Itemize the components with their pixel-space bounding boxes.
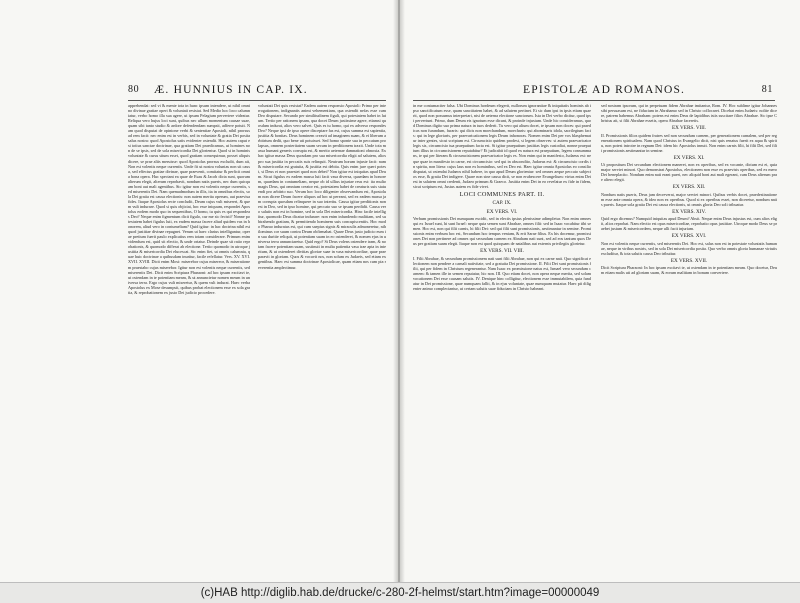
- body-text: Nondum natis pueris, Deus jam decreverat, major serviet minori. Quibus verbis docet, praedestinationem esse ante omnia opera, & ideo non ex operibus. Quod si ex operibus esset, non diceretur, nondum natis pueris. Itaque sola gratia Dei est causa electionis, ut omnis gloria Deo soli tribuatur.: [601, 191, 777, 207]
- verse-heading: EX VERS. XII.: [672, 184, 706, 191]
- verse-heading: EX VERS. VII. VIII.: [480, 248, 524, 255]
- body-text: Dicit Scriptura Pharaoni: In hoc ipsum excitavi te, ut ostendam in te potentiam meam. Quo docetur, Deum etiam malis uti ad gloriam suam, & eorum malitiam in bonum convertere.: [601, 265, 777, 276]
- left-column-a: apprehendat: sed vi & mente tota in hunc ipsum intendere, ut nihil omnino divinae gratiae operi & voluntati resistat. Sed Medio hoc loco calumniatur, verbo homo illa sua agere, ut ipsum Pelagium pervertere videatur. Reliqua vero hujus loci sunt, quibus nec ullum momentum causae suae, quam sibi tanto studio & ardore defendendam sumpsit, adferre potuit. Nam quod disputat de opinione verbi & sententiae Apostoli, nihil prorsus ad rem facit: nec enim est in verbis, sed in voluntate & gratia Dei posita salus nostra: quod Apostolus satis evidenter ostendit. Hoc autem caput est totius sanctae doctrinae, qua gratiam Dei praedicamus, ut homines non de se ipsis, sed de sola misericordia Dei glorientur. Quod si in hominis voluntate & cursu situm esset, quod gratiam consequimur, posset aliquis dicere, se prae aliis meruisse: quod Apostolus prorsus excludit, dum ait, Non est volentis neque currentis. Unde fit ut nostra voluntas non sit causa, sed effectus gratiae divinae, quae praevenit, comitatur & perficit omnia bona opera. Huc spectant ea quae de Esau & Jacob dicta sunt, quorum alterum elegit, alterum reprobavit, nondum natis pueris, nec dum quicquam boni aut mali agentibus. Sic igitur non est volentis neque currentis, sed miserentis Dei. Nam quemadmodum in illis, ita in omnibus electis, sola Dei gratia est causa electionis: non autem merita operum, aut praevisa fides. Itaque Apostolus recte concludit, Deum cujus vult misereri, & quem vult indurare. Quod si quis objiciat, hoc esse iniquum, respondet Apostolus eodem modo quo in sequentibus, O homo, tu quis es qui respondeas Deo? Neque enim figmentum dicit figulo, cur me sic fecisti? Nonne potestatem habet figulus luti, ex eadem massa facere aliud quidem vas in honorem, aliud vero in contumeliam? Quid igitur: in hac doctrina nihil est quod justitiae divinae repugnet. Verum ut haec clarius intelligantur, operae pretium fuerit paulo explicatius rem totam considerare. Primum enim videndum est, quid sit electio, & unde oriatur. Deinde quae sit ratio reprobationis, & quomodo differat ab electione. Tertio quomodo in utroque justitia & misericordia Dei elucescat. Sic enim fiet, ut omnis calumnia, quae huic doctrinae a quibusdam inuritur, facile refellatur. Vers. XV. XVI. XVII. XVIII. Dicit enim Mosi: miserebor cujus misereor, & miserationem praestabo cujus miserebor. Igitur non est volentis neque currentis, sed miserentis Dei. Dicit enim Scriptura Pharaoni: ad hoc ipsum excitavi te, ut ostendam in te potentiam meam, & ut annuncietur nomen meum in universa terra. Ergo cujus vult miseretur, & quem vult indurat. Haec verba Apostolus ex Mose desumpsit, quibus probat electionem esse ex sola gratia, & reprobationem ex justo Dei judicio procedere.: [128, 103, 250, 295]
- verse-heading: EX VERS. VI.: [486, 208, 518, 215]
- citation-footer: (c)HAB http://diglib.hab.de/drucke/c-280-2f-helmst/start.htm?image=00000049: [0, 582, 800, 603]
- body-text: Non est volentis neque currentis, sed miserentis Dei. Hoc est, salus non est in potestate voluntatis humanae, neque in viribus nostris, sed in sola Dei misericordia posita. Quo verbo omnis gloria humanae virtutis excluditur, & tota salutis causa Deo tribuitur.: [601, 240, 777, 256]
- verse-heading: EX VERS. VIII.: [671, 125, 707, 132]
- body-text: sed nostram ipsorum, qui in perpetuam fidem Abrahae imitantur, Rom. IV. Hoc sublime igitur Johannes sibi persuasum est, ne fiduciam in Abrahamo sed in Christo collocaret. Dicebat enim Judaeis: nolite dicere, patrem habemus Abraham: potens est enim Deus de lapidibus istis suscitare filios Abrahae. Sic ipse Christus ait, si filii Abrahae essetis, opera Abrahae faceretis.: [601, 103, 777, 124]
- right-page-header: [413, 84, 773, 98]
- verse-heading: EX VERS. XIV.: [672, 208, 706, 215]
- book-spine: [393, 0, 405, 582]
- right-page: [405, 0, 800, 582]
- header-rule: [128, 100, 386, 101]
- verse-heading: EX VERS. XI.: [673, 154, 705, 161]
- body-text: Verbum promissionis Dei numquam excidit, sed in electis ipsius plenissime adimpletur. Non enim omnes qui ex Israel sunt, hi sunt Israel: neque quia semen sunt Abrahae, omnes filii: sed in Isaac vocabitur tibi semen. Hoc est, non qui filii carnis, hi filii Dei: sed qui filii sunt promissionis, aestimantur in semine. Promissionis enim verbum hoc est, Secundum hoc tempus veniam, & erit Sarae filius. Ex his docemur, promissiones Dei non pertinere ad omnes qui secundum carnem ex Abraham nati sunt, sed ad eos tantum quos Deus per gratiam suam elegit. Itaque non est quod quisquam de natalibus aut externis privilegiis glorietur.: [413, 216, 591, 247]
- right-column-a: [413, 103, 591, 566]
- right-column-b: [601, 103, 777, 566]
- page-number: 81: [761, 84, 773, 95]
- section-subtitle: CAP. IX.: [492, 199, 512, 206]
- body-text: Ut propositum Dei secundum electionem maneret, non ex operibus, sed ex vocante, dictum est ei, quia major serviet minori. Quo demonstrat Apostolus, electionem non esse ex praevisis operibus, sed ex mero Dei beneplacito. Nondum enim nati erant pueri, nec aliquid boni aut mali egerant, cum Deus alterum prae altero elegit.: [601, 162, 777, 183]
- section-title: LOCI COMMUNES PART. II.: [459, 190, 545, 198]
- left-page: [0, 0, 393, 582]
- running-head: Æ. HUNNIUS IN CAP. IX.: [154, 84, 308, 96]
- page-number: 80: [128, 84, 140, 95]
- body-text: Quid ergo dicemus? Numquid iniquitas apud Deum? Absit. Neque enim Deus injustus est, cum alios eligit, alios reprobat. Nam electio est opus misericordiae, reprobatio opus justitiae. Utroque modo Deus se praebet justum & misericordem, neque ulli facit injuriam.: [601, 216, 777, 232]
- left-column-b: voluntati Dei quis resistat? Eadem autem responsio Apostoli: Primo per interrogationem, indignantis animi vehementiam, qua ostendit nefas esse cum Deo disputare. Secundo per similitudinem figuli, qui potestatem habet in lutum. Tertio per rationem ipsam, qua docet Deum justissime agere, etiamsi quosdam indurat, alios vero salvet. Quis es tu homo, qui ex adverso respondes Deo? Neque ipsi de ipso opere disceptare fas est, cujus summa est sapientia, justitia & bonitas. Deus hominem creavit ad imaginem suam, & ei liberum arbitrium dedit, quo bene uti potuisset. Sed homo sponte sua in peccatum prolapsus, omnem posteritatem suam secum in perditionem traxit. Unde tota massa humani generis corrupta est, & merito aeternae damnationi obnoxia. Ex hac igitur massa Deus quosdam pro sua misericordia eligit ad salutem, alios pro sua justitia in peccatis suis relinquit. Neutrum horum injuste facit: nam & misericordia est gratuita, & justitia est debita. Quis enim jure queri potest, si Deus ei non praestet quod non debet? Non igitur est iniquitas apud Deum. Sicut figulus ex eadem massa luti facit vasa diversa, quaedam in honorem, quaedam in contumeliam, neque ob id ullius injuriae reus est: ita multo magis Deus, qui omnium creator est, potestatem habet de creaturis suis statuendi pro arbitrio suo. Verum hoc loco diligenter observandum est, Apostolum non dicere Deum facere aliquos ad hoc ut pereant, sed ex eadem massa jam corrupta quosdam relinquere in suo interitu. Causa igitur perditionis non est in Deo, sed in ipso homine, qui peccato suo se ipsum perdidit. Causa vero salutis non est in homine, sed in sola Dei misericordia. Hinc facile intelligitur, quomodo Deus dicatur indurare: non enim infundendo malitiam, sed subtrahendo gratiam, & permittendo hominem suis concupiscentiis. Hoc modo Pharao induratus est, qui cum saepius signis & miraculis admoneretur, nihilominus cor suum contra Deum obfirmabat. Quare Deus justo judicio eum in sua duritie reliquit, ut potentiam suam in eo ostenderet, & nomen ejus in universa terra annunciaretur. Quid ergo? Si Deus volens ostendere iram, & notam facere potentiam suam, sustinuit in multa patientia vasa irae apta in interitum, & ut ostenderet divitias gloriae suae in vasa misericordiae, quae praeparavit in gloriam. Quos & vocavit nos, non solum ex Judaeis, sed etiam ex gentibus. Haec est summa doctrinae Apostolicae, quam etiam nos cum pia reverentia amplectimur.: [258, 103, 386, 270]
- body-text: in me contumaciter falsa. Ubi Dominus hordeum elegerit, nullorum ignorantiae & iniquitatis hominis ab ipso sanctificatum esse, quam sanctitatem habet, & ad salutem pertinet. Et sic dum ipsi in ipsis etiam quaerit, quod non possumus interpretari, nisi de aeterna electione sanctorum. Ista in Dei verbo dicitur, quod ipsi pervertunt. Primo, dum Deum eis ignotum esse dicunt, & proinde injustum. Unde hic consideramus, quod Dominus digito suo prima natura in tuos dederit. Tu vero qui alium docet, te ipsum non doces: qui praedicas non furandum, furaris: qui dicis non moechandum, moecharis: qui abominaris idola, sacrilegium facis: qui in lege gloriaris, per praevaricationem legis Deum inhonoras. Nomen enim Dei per vos blasphematur inter gentes, sicut scriptum est. Circumcisio quidem prodest, si legem observes: si autem praevaricator legis sis, circumcisio tua praeputium facta est. Si igitur praeputium justitias legis custodiat, nonne praeputium illius in circumcisionem reputabitur? Et judicabit id quod ex natura est praeputium, legem consummans, te qui per literam & circumcisionem praevaricator legis es. Non enim qui in manifesto, Judaeus est: neque quae in manifesto in carne, est circumcisio: sed qui in abscondito, Judaeus est: & circumcisio cordis in spiritu, non litera: cujus laus non ex hominibus, sed ex Deo est. Haec igitur omnia Apostolus eo consilio disputat, ut ostendat Judaeos nihil habere, in quo apud Deum glorientur: sed omnes aeque peccato subjectos esse, & gratia Dei indigere. Quare non sine causa dicit, se non erubescere Evangelium: virtus enim Dei est in salutem omni credenti, Judaeo primum & Graeco. Justitia enim Dei in eo revelatur ex fide in fidem, sicut scriptum est, Justus autem ex fide vivet.: [413, 103, 591, 189]
- body-text: I. Filii Abrahae, & secundum promissionem nati sunt filii Abrahae, non qui ex carne nati. Quo significat electionem non pendere a carnali nativitate, sed a gratuita Dei promissione. II. Filii Dei sunt promissionis filii, qui per fidem in Christum regenerantur. Nam Isaac ex promissione natus est, Ismael vero secundum carnem: & tamen ille in semen reputatur, hic non. III. Quo etiam docet, non opera neque merita, sed solam vocationem Dei esse causam salutis. IV. Denique hinc colligitur, electionem esse immutabilem, quia fundatur in Dei promissione, quae numquam fallit, & in ejus voluntate, quae numquam mutatur. Haec pii diligenter animo complectantur, ut certam salutis suae fiduciam in Christo habeant.: [413, 255, 591, 292]
- header-rule: [413, 100, 775, 101]
- body-text: II. Promissionis filios quidem fratres sed non secundum carnem, per generationem carnalem, sed per regenerationem spiritualem. Nam quod Christus in Evangelio dicit, nisi quis renatus fuerit ex aqua & spiritu, non potest introire in regnum Dei: idem hic Apostolus innuit. Non enim carnis filii, hi filii Dei, sed filii promissionis aestimantur in semine.: [601, 132, 777, 153]
- left-page-header: [128, 84, 383, 98]
- verse-heading: EX VERS. XVII.: [670, 258, 708, 265]
- running-head: EPISTOLÆ AD ROMANOS.: [523, 84, 686, 96]
- verse-heading: EX VERS. XVI.: [671, 233, 707, 240]
